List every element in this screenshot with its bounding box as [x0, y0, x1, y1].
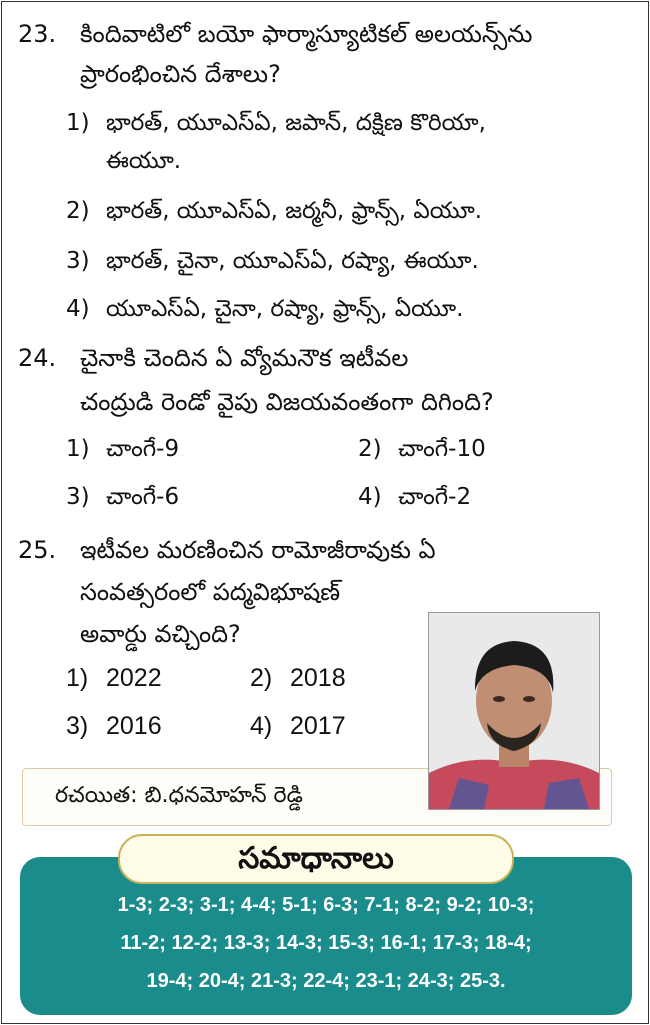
option-23-2 [66, 198, 482, 230]
option-text: చాంగే-2 [398, 484, 472, 510]
option-number: 3) [66, 248, 90, 274]
option-24-4 [358, 484, 471, 516]
answers-line: 19-4; 20-4; 21-3; 22-4; 23-1; 24-3; 25-3. [146, 970, 506, 992]
option-number: 2) [66, 198, 90, 224]
option-23-1-cont [106, 148, 181, 180]
option-text: భారత్, చైనా, యూఎస్ఏ, రష్యా, ఈయూ. [106, 248, 479, 274]
option-text: చాంగే-6 [106, 484, 180, 510]
option-text: భారత్, యూఎస్ఏ, జపాన్, దక్షిణ కొరియా, [106, 110, 486, 136]
option-text: యూఎస్ఏ, చైనా, రష్యా, ఫ్రాన్స్, ఏయూ. [106, 296, 464, 322]
option-text: చాంగే-9 [106, 436, 180, 462]
option-number: 3) [66, 484, 90, 510]
option-23-4 [66, 296, 463, 328]
option-number: 1) [66, 110, 90, 136]
option-text: చాంగే-10 [398, 436, 486, 462]
answers-title: సమాధానాలు [118, 834, 514, 884]
option-number: 1) [66, 664, 89, 692]
question-text-line: ఇటీవల మరణించిన రామోజీరావుకు ఏ [80, 536, 436, 564]
question-text-line: సంవత్సరంలో పద్మవిభూషణ్ [80, 578, 341, 606]
option-text: ఈయూ. [106, 148, 182, 174]
option-text: 2022 [106, 664, 162, 692]
author-photo [428, 612, 600, 810]
answers-line: 1-3; 2-3; 3-1; 4-4; 5-1; 6-3; 7-1; 8-2; 9-2; 10-3; [117, 894, 535, 916]
option-text: 2016 [106, 712, 162, 740]
option-23-3 [66, 248, 479, 280]
option-number: 4) [66, 296, 90, 322]
option-number: 4) [250, 712, 273, 740]
question-text-line: కిందివాటిలో బయో ఫార్మాస్యూటికల్ అలయన్స్‌ను [80, 20, 533, 48]
question-number: 24. [18, 344, 57, 372]
question-text-line: చైనాకి చెందిన ఏ వ్యోమనౌక ఇటీవల [80, 344, 409, 372]
question-number: 25. [18, 536, 57, 564]
option-number: 2) [358, 436, 382, 462]
question-text-line: ప్రారంభించిన దేశాలు? [80, 60, 281, 88]
portrait-image [429, 613, 599, 809]
option-25-3 [66, 712, 162, 741]
answers-line: 11-2; 12-2; 13-3; 14-3; 15-3; 16-1; 17-3; 18-4; [120, 932, 532, 954]
question-text-line: అవార్డు వచ్చింది? [80, 620, 241, 648]
option-25-4 [250, 712, 346, 741]
author-credit: రచయిత: బి.ధనమోహన్ రెడ్డి [55, 783, 303, 808]
option-24-1 [66, 436, 179, 468]
question-number: 23. [18, 20, 57, 48]
option-text: 2017 [290, 712, 346, 740]
option-24-2 [358, 436, 486, 468]
option-25-1 [66, 664, 162, 693]
option-number: 1) [66, 436, 90, 462]
question-text-line: చంద్రుడి రెండో వైపు విజయవంతంగా దిగింది? [80, 388, 494, 416]
option-25-2 [250, 664, 346, 693]
option-number: 3) [66, 712, 89, 740]
option-24-3 [66, 484, 179, 516]
option-number: 2) [250, 664, 273, 692]
option-text: 2018 [290, 664, 346, 692]
option-number: 4) [358, 484, 382, 510]
option-text: భారత్, యూఎస్ఏ, జర్మనీ, ఫ్రాన్స్, ఏయూ. [106, 198, 483, 224]
option-23-1 [66, 110, 486, 142]
